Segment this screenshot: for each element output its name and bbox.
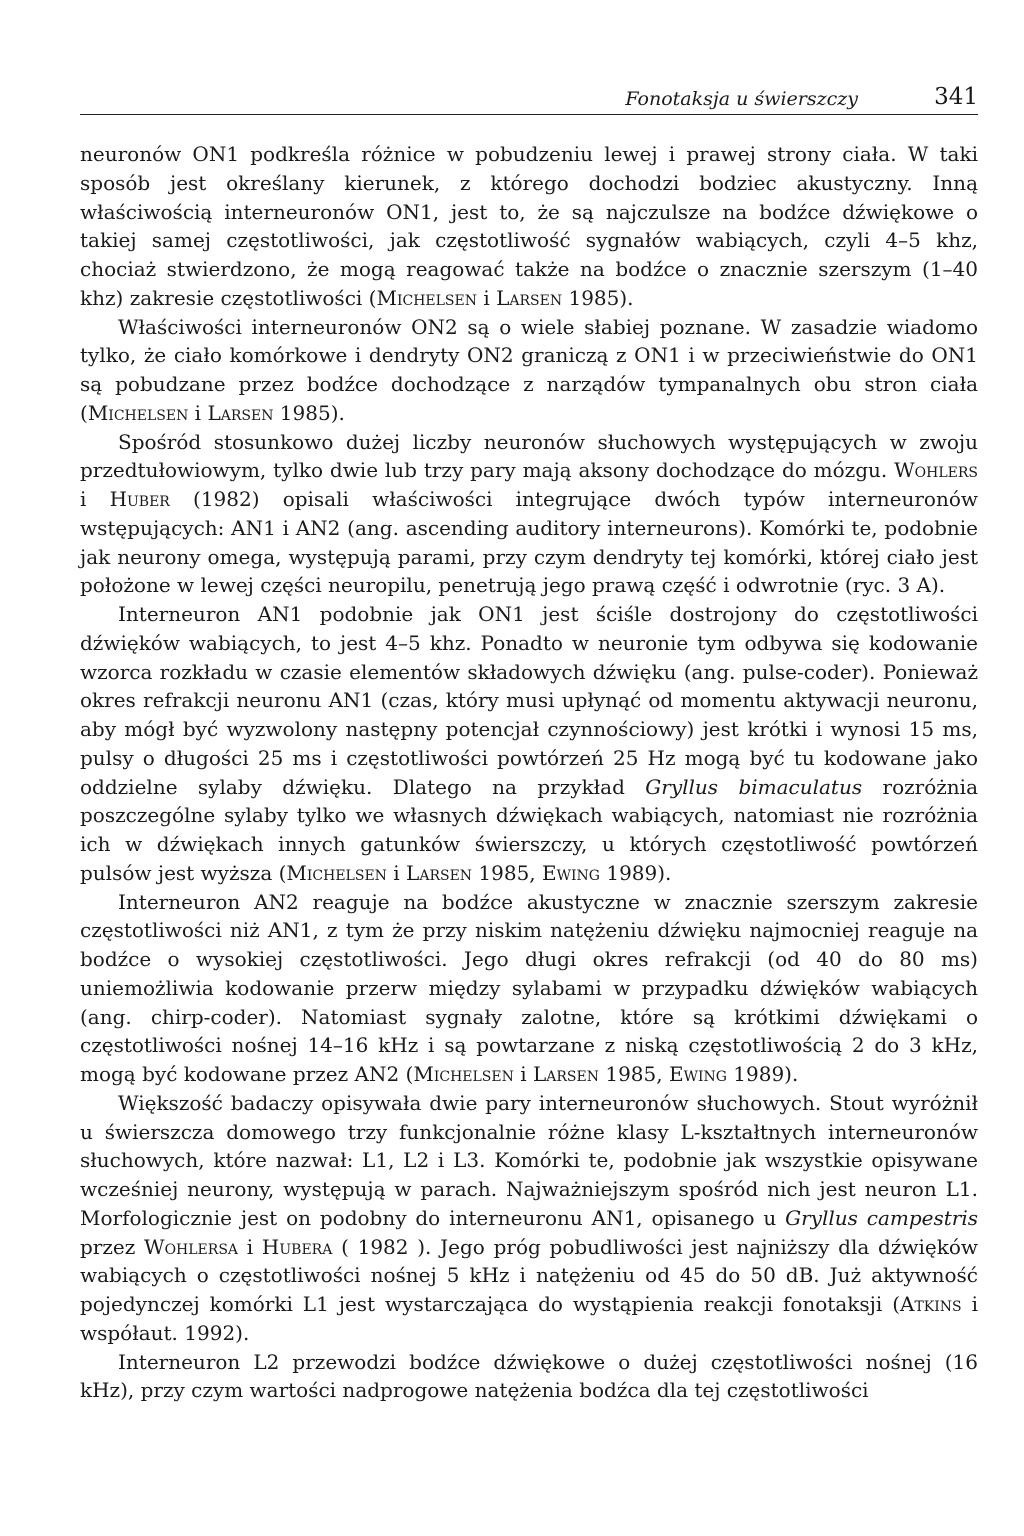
paragraph-6 bbox=[80, 1089, 978, 1348]
author-name: Larsen bbox=[532, 1062, 599, 1086]
author-name: Atkins bbox=[900, 1292, 962, 1316]
paragraph-2 bbox=[80, 313, 978, 428]
text-run: i bbox=[386, 860, 407, 885]
paragraph-4 bbox=[80, 600, 978, 888]
author-name: Hubera bbox=[261, 1234, 333, 1259]
text-run: neuronów ON1 podkreśla różnice w pobudzeniu lewej i prawej strony ciała. W taki sposób jest określany kierunek, z którego dochodzi bodziec akustyczny. Inną właściwością interneuronów ON1, jest to, że są najczulsze na bodźce dźwiękowe o takiej samej częstotliwości, jak częstotliwość sygnałów wabiących, czyli 4–5 khz, chociaż stwierdzono, że mogą reagować także na bodźce o znacznie szerszym (1–40 khz) zakresie częstotliwości ( bbox=[80, 142, 978, 310]
body-text bbox=[80, 140, 978, 1405]
text-run: Interneuron L2 przewodzi bodźce dźwiękowe o dużej częstotliwości nośnej (16 kHz), przy czym wartości nadprogowe natężenia bodźca dla tej częstotliwości bbox=[80, 1349, 978, 1403]
paragraph-7 bbox=[80, 1348, 978, 1406]
species-name: Gryllus campestris bbox=[785, 1205, 978, 1230]
text-run: rozróżnia poszczególne sylaby tylko we własnych dźwiękach wabiących, natomiast nie rozróżnia ich w dźwiękach innych gatunków świerszczy, u których częstotliwość powtórzeń pulsów jest wyższa ( bbox=[80, 774, 978, 885]
text-run: i bbox=[188, 400, 208, 425]
text-run: i bbox=[513, 1062, 533, 1086]
text-run: ( 1982 ). Jego próg pobudliwości jest najniższy dla dźwięków wabiących o częstotliwości nośnej 5 kHz i natężeniu od 45 do 50 dB. Już aktywność pojedynczej komórki L1 jest wystarczająca do wystąpienia reakcji fonotaksji ( bbox=[80, 1234, 978, 1316]
text-run: i bbox=[238, 1234, 262, 1259]
text-run: i bbox=[476, 285, 497, 310]
text-run: 1985, bbox=[598, 1062, 669, 1086]
page-header bbox=[80, 78, 978, 115]
author-name: Wohlersa bbox=[144, 1234, 239, 1259]
text-run: 1989). bbox=[599, 860, 672, 885]
author-name: Larsen bbox=[207, 400, 274, 425]
text-run: Spośród stosunkowo dużej liczby neuronów słuchowych występujących w zwoju przedtułowiowym, tylko dwie lub trzy pary mają aksony dochodzące do mózgu. bbox=[80, 429, 978, 483]
text-run: 1989). bbox=[726, 1062, 799, 1086]
author-name: Ewing bbox=[542, 860, 600, 885]
author-name: Michelsen bbox=[286, 860, 387, 885]
text-run: Interneuron AN1 podobnie jak ON1 jest ściśle dostrojony do częstotliwości dźwięków wabiących, to jest 4–5 khz. Ponadto w neuronie tym odbywa się kodowanie wzorca rozkładu w czasie elementów składowych dźwięku (ang. pulse-coder). Ponieważ okres refrakcji neuronu AN1 (czas, który musi upłynąć od momentu aktywacji neuronu, aby mógł być wyzwolony następny potencjał czynnościowy) jest krótki i wynosi 15 ms, pulsy o długości 25 ms i częstotliwości powtórzeń 25 Hz mogą być tu kodowane jako oddzielne sylaby dźwięku. Dlatego na przykład bbox=[80, 602, 978, 799]
text-run: 1985). bbox=[273, 400, 345, 425]
paragraph-3 bbox=[80, 428, 978, 601]
text-run: Większość badaczy opisywała dwie pary interneuronów słuchowych. Stout wyróżnił u świerszcza domowego trzy funkcjonalnie różne klasy L-kształtnych interneuronów słuchowych, które nazwał: L1, L2 i L3. Komórki te, podobnie jak wszystkie opisywane wcześniej neurony, występują w parach. Najważniejszym spośród nich jest neuron L1. Morfologicznie jest on podobny do interneuronu AN1, opisanego u bbox=[80, 1090, 978, 1230]
paragraph-5 bbox=[80, 888, 978, 1089]
text-run: przez bbox=[80, 1234, 145, 1259]
species-name: Gryllus bimaculatus bbox=[645, 774, 863, 799]
author-name: Larsen bbox=[496, 285, 563, 310]
author-name: Michelsen bbox=[376, 285, 477, 310]
text-run: 1985). bbox=[562, 285, 634, 310]
running-title: Fonotaksja u świerszczy bbox=[625, 88, 858, 110]
text-run: (1982) opisali właściwości integrujące dwóch typów interneuronów wstępujących: AN1 i AN2 (ang. ascending auditory interneurons). Komórki te, podobnie jak neurony omega, występują parami, przy czym dendryty tej komórki, której ciało jest położone w lewej części neuropilu, penetrują jego prawą część i odwrotnie (ryc. 3 A). bbox=[80, 487, 978, 598]
author-name: Wohlers bbox=[894, 458, 978, 483]
text-run: 1985, bbox=[472, 860, 543, 885]
text-run: i współaut. 1992). bbox=[80, 1292, 978, 1345]
text-run: i bbox=[80, 487, 110, 511]
author-name: Larsen bbox=[406, 860, 473, 885]
author-name: Michelsen bbox=[87, 400, 189, 425]
author-name: Ewing bbox=[668, 1062, 727, 1086]
page-number: 341 bbox=[934, 84, 978, 110]
paragraph-1 bbox=[80, 140, 978, 313]
author-name: Michelsen bbox=[413, 1062, 514, 1086]
text-run: Właściwości interneuronów ON2 są o wiele słabiej poznane. W zasadzie wiadomo tylko, że ciało komórkowe i dendryty ON2 graniczą z ON1 i w przeciwieństwie do ON1 są pobudzane przez bodźce dochodzące z narządów tympanalnych obu stron ciała ( bbox=[80, 314, 978, 425]
author-name: Huber bbox=[109, 487, 170, 511]
text-run: Interneuron AN2 reaguje na bodźce akustyczne w znacznie szerszym zakresie częstotliwości niż AN1, z tym że przy niskim natężeniu dźwięku najmocniej reaguje na bodźce o wysokiej częstotliwości. Jego długi okres refrakcji (od 40 do 80 ms) uniemożliwia kodowanie przerw między sylabami w przypadku dźwięków wabiących (ang. chirp-coder). Natomiast sygnały zalotne, które są krótkimi dźwiękami o częstotliwości nośnej 14–16 kHz i są powtarzane z niską częstotliwością 2 do 3 kHz, mogą być kodowane przez AN2 ( bbox=[80, 889, 978, 1086]
